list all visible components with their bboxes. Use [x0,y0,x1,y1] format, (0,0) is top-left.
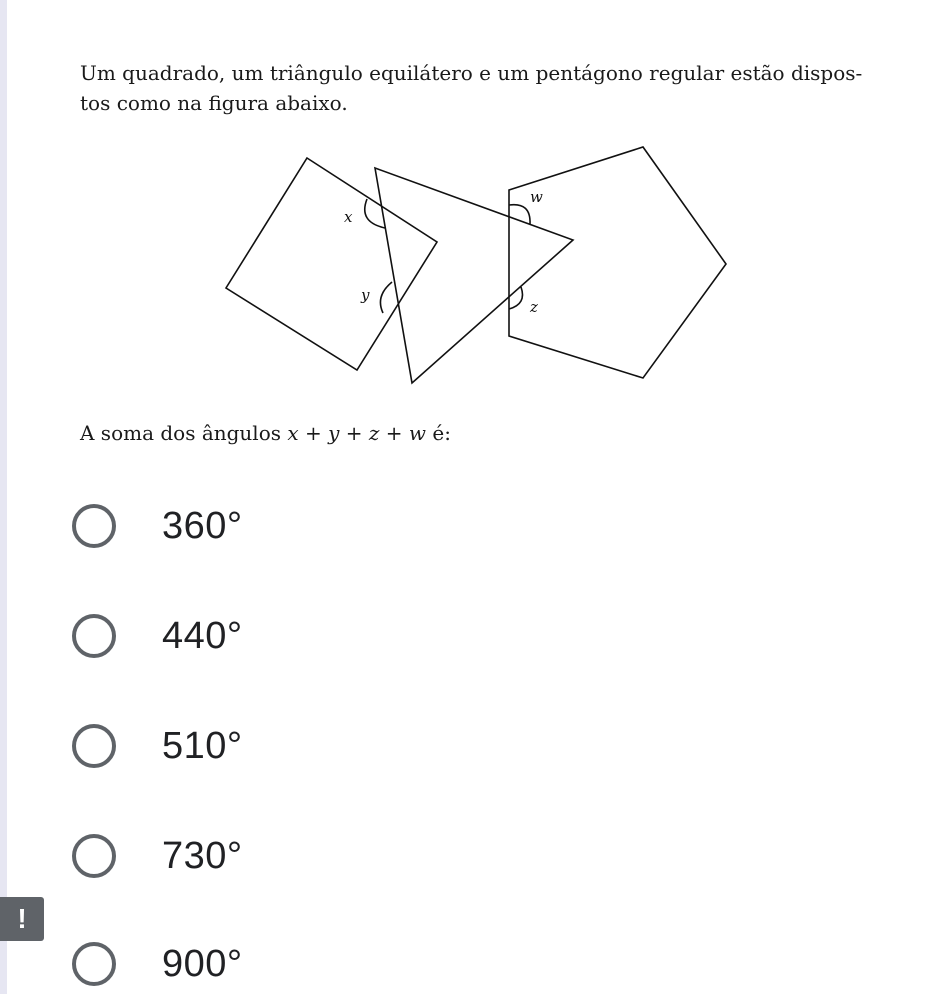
geometry-figure-svg [180,130,740,400]
radio-circle-icon[interactable] [72,724,116,768]
alert-icon[interactable]: ! [0,897,44,941]
question-line-2: tos como na figura abaixo. [80,91,348,115]
pentagon-shape [509,147,726,378]
left-rail [0,0,7,994]
question-text [80,58,880,118]
radio-circle-icon[interactable] [72,834,116,878]
geometry-figure [180,130,740,400]
angle-x-arc [365,199,385,228]
radio-circle-icon[interactable] [72,614,116,658]
prompt-expression: x + y + z + w [287,421,427,445]
triangle-shape [375,168,573,383]
option-label: 510° [162,724,243,767]
angle-z-label: z [530,298,538,316]
prompt-suffix: é: [426,421,451,445]
option-900[interactable] [72,934,472,994]
option-label: 440° [162,614,243,657]
radio-circle-icon[interactable] [72,942,116,986]
angle-y-label: y [361,286,370,304]
option-label: 730° [162,834,243,877]
option-360[interactable] [72,496,472,556]
prompt-prefix: A soma dos ângulos [80,421,288,445]
angle-w-label: w [530,188,543,206]
option-440[interactable] [72,606,472,666]
angle-x-label: x [344,208,353,226]
square-shape [226,158,437,370]
radio-circle-icon[interactable] [72,504,116,548]
option-510[interactable] [72,716,472,776]
option-label: 360° [162,504,243,547]
option-label: 900° [162,942,243,985]
question-line-1: Um quadrado, um triângulo equilátero e um pentágono regular estão dispos- [80,61,863,85]
answer-prompt [80,421,451,445]
angle-y-arc [380,282,392,313]
option-730[interactable] [72,826,472,886]
